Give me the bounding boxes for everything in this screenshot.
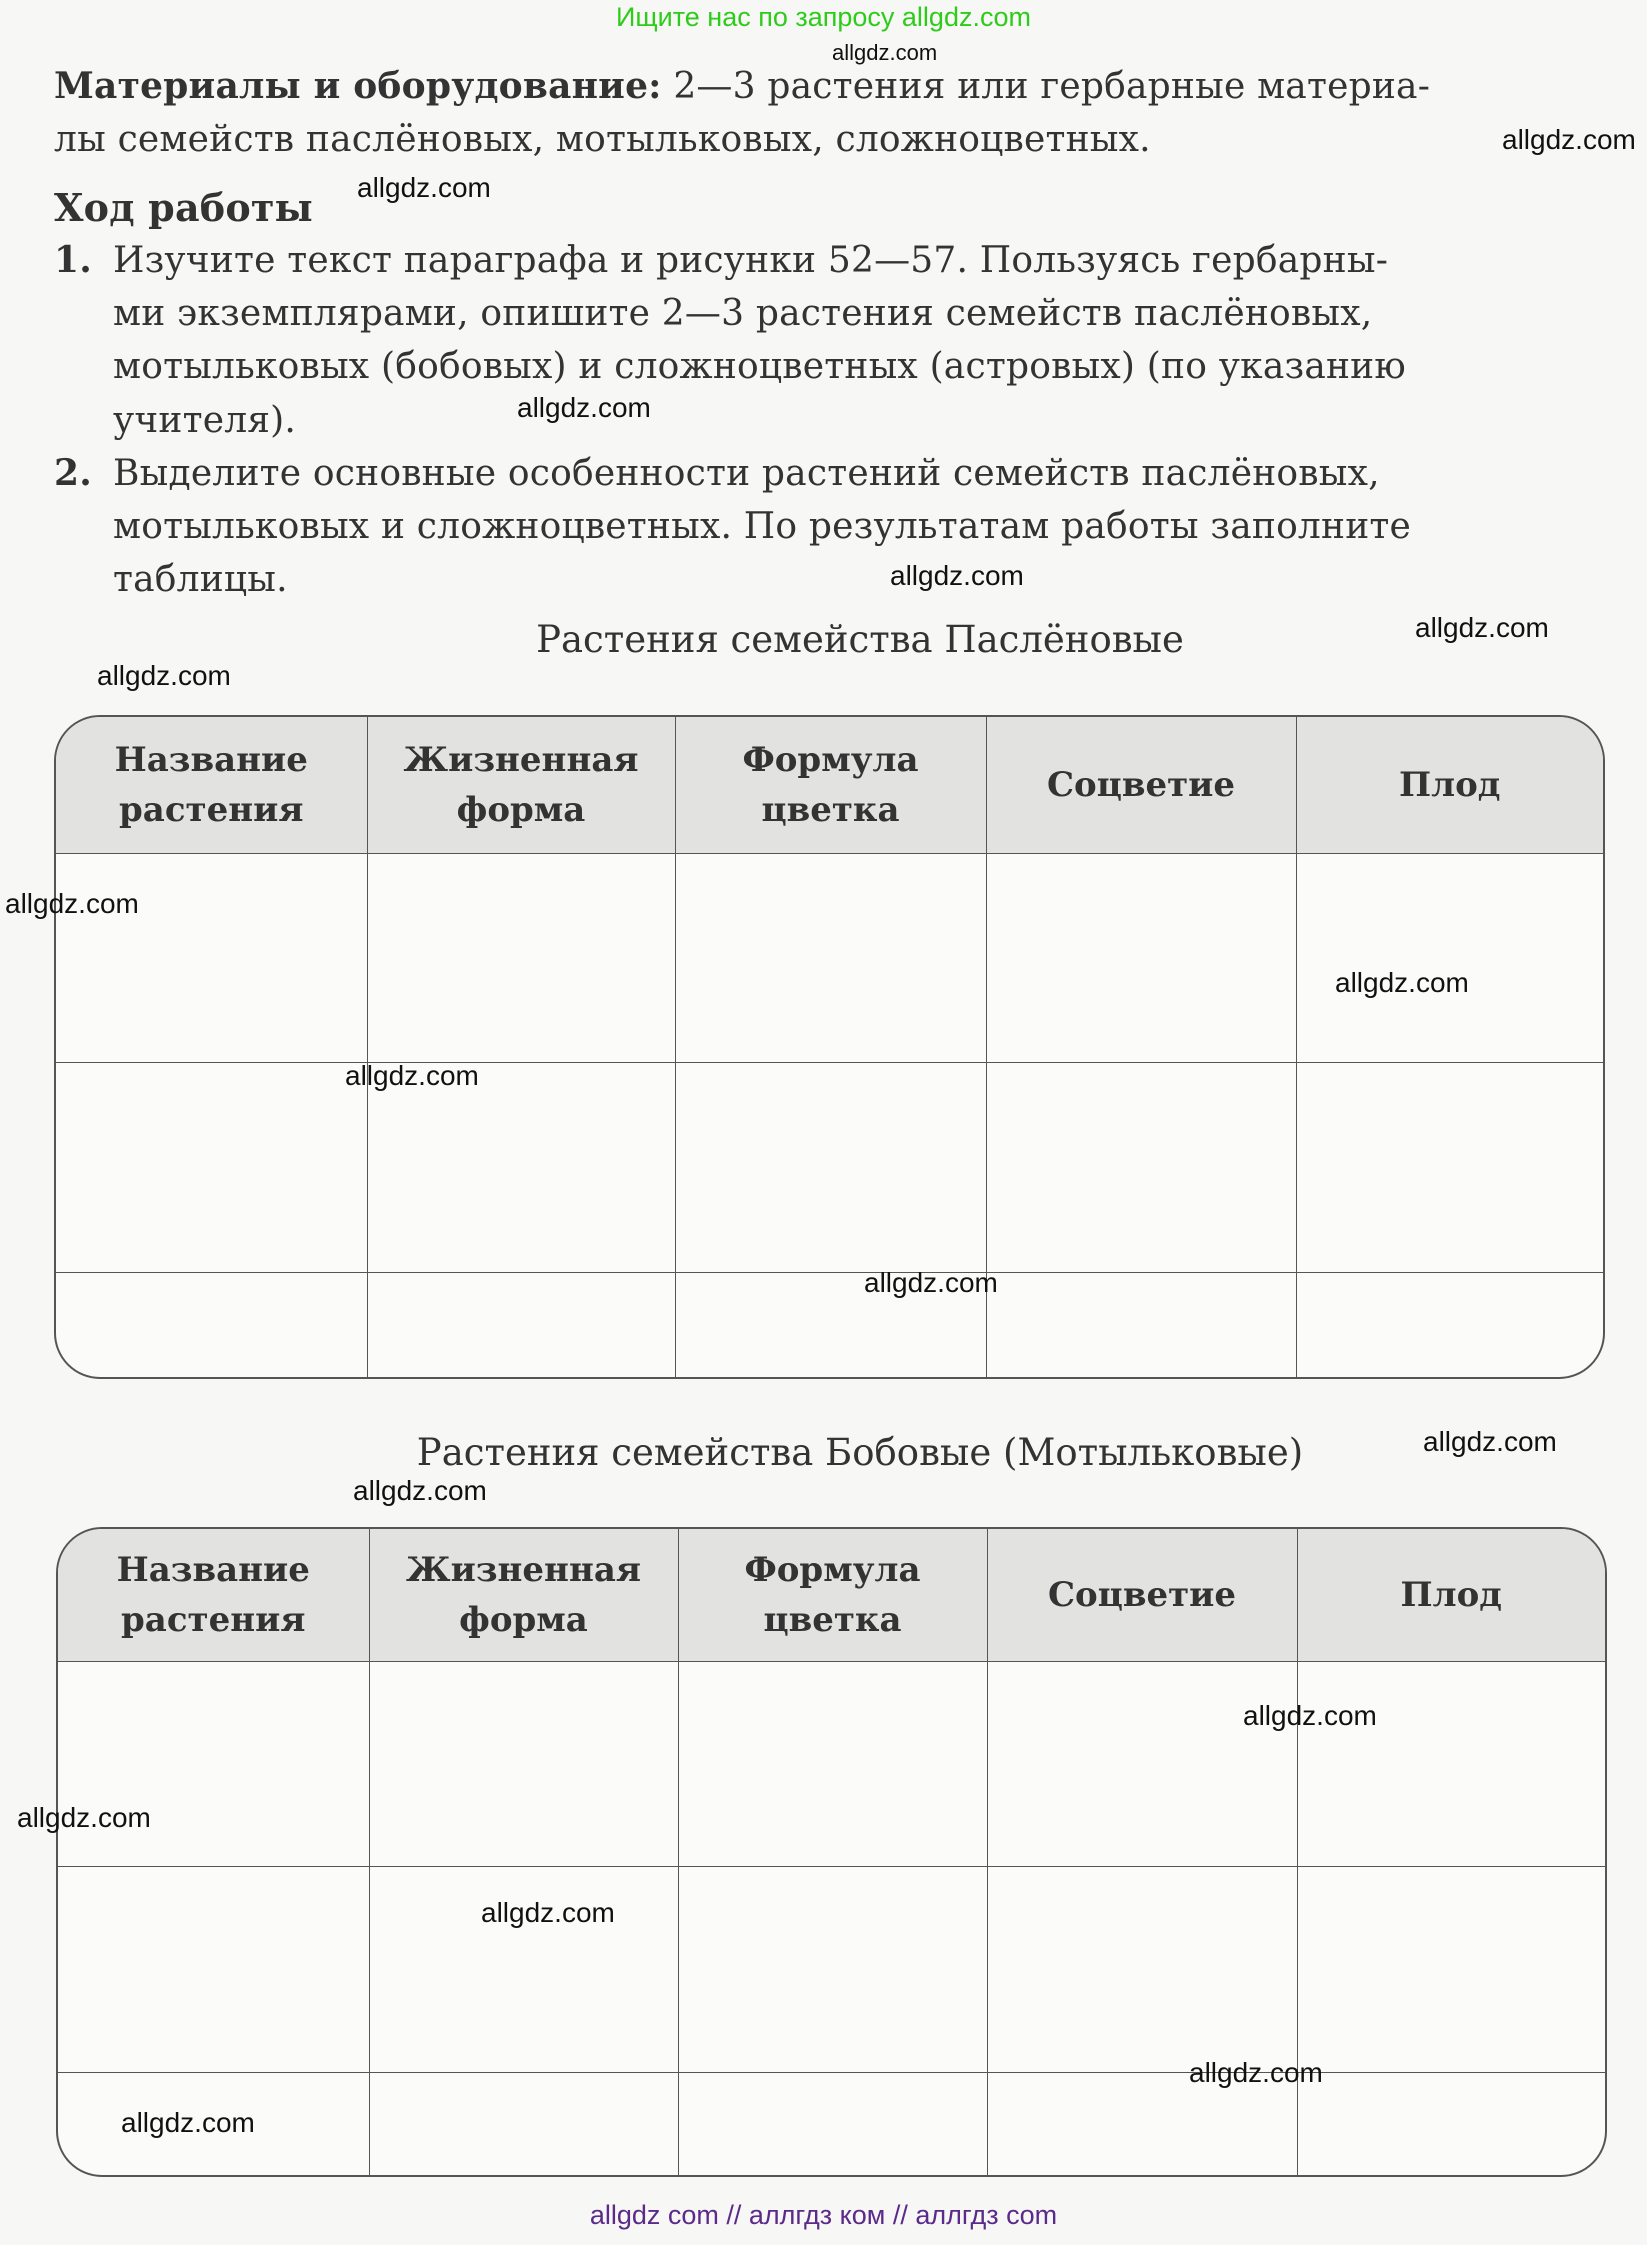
materials-line-2: лы семейств паслёновых, мотыльковых, сложноцветных. <box>54 119 1151 160</box>
watermark: allgdz.com <box>864 1267 998 1298</box>
table-cell[interactable] <box>1297 2072 1605 2175</box>
watermark: allgdz.com <box>890 560 1024 591</box>
solanaceae-table <box>54 715 1605 1379</box>
watermark: allgdz.com <box>345 1060 479 1091</box>
materials-label: Материалы и оборудование: <box>54 65 662 107</box>
table-cell[interactable] <box>56 1272 367 1377</box>
table-cell[interactable] <box>1297 1867 1605 2073</box>
table-cell[interactable] <box>56 1063 367 1273</box>
watermark: allgdz.com <box>353 1475 487 1506</box>
table-cell[interactable] <box>678 2072 987 2175</box>
header-life-form: Жизненная форма <box>367 717 675 853</box>
table-cell[interactable] <box>369 2072 678 2175</box>
table-cell[interactable] <box>986 853 1296 1063</box>
watermark: allgdz.com <box>97 660 231 691</box>
table-cell[interactable] <box>987 1661 1297 1867</box>
materials-line-1 <box>54 60 1430 113</box>
step-2-number: 2. <box>54 452 92 494</box>
table-cell[interactable] <box>675 1063 986 1273</box>
table-cell[interactable] <box>675 853 986 1063</box>
table-row <box>56 1063 1603 1273</box>
watermark: allgdz.com <box>1335 967 1469 998</box>
step-2-line: мотыльковых и сложноцветных. По результатам работы заполните <box>113 506 1412 547</box>
table-cell[interactable] <box>1297 1661 1605 1867</box>
top-watermark-link[interactable]: Ищите нас по запросу allgdz.com <box>616 2 1031 32</box>
table-1-title: Растения семейства Паслёновые <box>536 618 1184 661</box>
table-cell[interactable] <box>56 853 367 1063</box>
step-2-line: Выделите основные особенности растений семейств паслёновых, <box>113 453 1380 494</box>
table-cell[interactable] <box>678 1867 987 2073</box>
table-row <box>58 2072 1605 2175</box>
header-inflorescence: Соцветие <box>987 1529 1297 1661</box>
table-cell[interactable] <box>367 853 675 1063</box>
watermark: allgdz.com <box>1243 1700 1377 1731</box>
watermark: allgdz.com <box>1415 612 1549 643</box>
table-cell[interactable] <box>986 1272 1296 1377</box>
watermark: allgdz.com <box>1423 1426 1557 1457</box>
step-1-line: учителя). <box>113 400 297 441</box>
step-2-line: таблицы. <box>113 559 288 600</box>
step-1-line: Изучите текст параграфа и рисунки 52—57. Пользуясь гербарны- <box>113 240 1389 281</box>
table-cell[interactable] <box>367 1272 675 1377</box>
watermark: allgdz.com <box>121 2107 255 2138</box>
watermark: allgdz.com <box>517 392 651 423</box>
watermark: allgdz.com <box>357 172 491 203</box>
header-flower-formula: Формула цветка <box>678 1529 987 1661</box>
table-cell[interactable] <box>369 1661 678 1867</box>
watermark: allgdz.com <box>1189 2057 1323 2088</box>
procedure-heading: Ход работы <box>54 185 313 230</box>
fabaceae-table <box>56 1527 1607 2177</box>
watermark: allgdz.com <box>17 1802 151 1833</box>
table-cell[interactable] <box>1296 1063 1603 1273</box>
table-cell[interactable] <box>986 1063 1296 1273</box>
table-cell[interactable] <box>58 1661 369 1867</box>
header-fruit: Плод <box>1296 717 1603 853</box>
header-plant-name: Название растения <box>58 1529 369 1661</box>
header-life-form: Жизненная форма <box>369 1529 678 1661</box>
materials-text: 2—3 растения или гербарные материа- <box>673 66 1431 107</box>
header-inflorescence: Соцветие <box>986 717 1296 853</box>
step-1-line: мотыльковых (бобовых) и сложноцветных (астровых) (по указанию <box>113 346 1406 387</box>
table-cell[interactable] <box>1296 853 1603 1063</box>
watermark: allgdz.com <box>5 888 139 919</box>
header-flower-formula: Формула цветка <box>675 717 986 853</box>
table-row <box>58 1661 1605 1867</box>
bottom-watermark: allgdz com // аллгдз ком // аллгдз com <box>589 2200 1058 2230</box>
table-2-title: Растения семейства Бобовые (Мотыльковые) <box>416 1431 1304 1474</box>
table-row <box>58 1867 1605 2073</box>
watermark: allgdz.com <box>832 40 938 65</box>
table-cell[interactable] <box>367 1063 675 1273</box>
table-cell[interactable] <box>678 1661 987 1867</box>
watermark: allgdz.com <box>481 1897 615 1928</box>
table-row <box>56 1272 1603 1377</box>
table-row <box>56 853 1603 1063</box>
watermark: allgdz.com <box>1502 124 1636 155</box>
step-1-number: 1. <box>54 239 92 281</box>
table-cell[interactable] <box>987 1867 1297 2073</box>
step-1-line: ми экземплярами, опишите 2—3 растения семейств паслёновых, <box>113 293 1373 334</box>
table-cell[interactable] <box>58 1867 369 2073</box>
header-fruit: Плод <box>1297 1529 1605 1661</box>
header-plant-name: Название растения <box>56 717 367 853</box>
table-cell[interactable] <box>1296 1272 1603 1377</box>
